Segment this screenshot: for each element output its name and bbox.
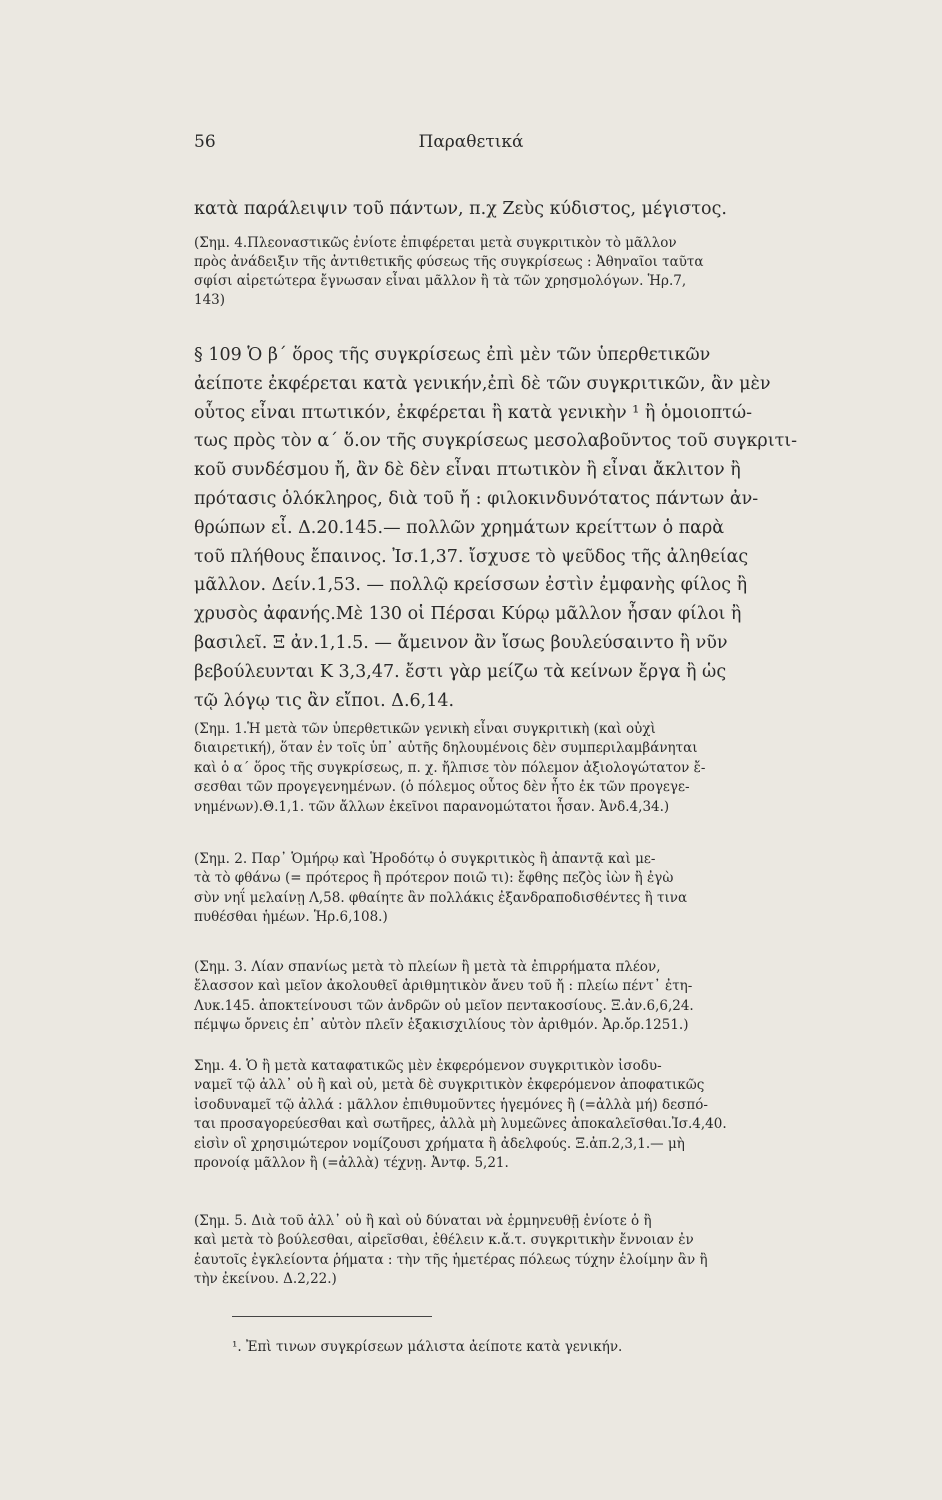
text-line: ἑαυτοῖς ἐγκλείοντα ῥήματα : τὴν τῆς ἡμετέρας πόλεως τύχην ἑλοίμην ἂν ἢ (194, 1251, 708, 1268)
text-line: (Σημ. 2. Παρ᾽ Ὁμήρῳ καὶ Ἡροδότῳ ὁ συγκριτικὸς ἢ ἀπαντᾷ καὶ με- (194, 851, 656, 867)
text-line: (Σημ. 4.Πλεοναστικῶς ἐνίοτε ἐπιφέρεται μετὰ συγκριτικὸν τὸ μᾶλλον (194, 235, 677, 251)
text-line: § 109 Ὁ β΄ ὅρος τῆς συγκρίσεως ἐπὶ μὲν τῶν ὑπερθετικῶν (194, 345, 711, 365)
text-line: πρότασις ὁλόκληρος, διὰ τοῦ ἤ : φιλοκινδυνότατος πάντων ἀν- (194, 488, 759, 509)
text-line: χρυσὸς ἀφανής.Μὲ 130 οἱ Πέρσαι Κύρῳ μᾶλλον ἦσαν φίλοι ἢ (194, 604, 742, 625)
text-line: βασιλεῖ. Ξ ἀν.1,1.5. — ἄμεινον ἂν ἴσως βουλεύσαιντο ἢ νῦν (194, 632, 728, 653)
text-line: σὺν νηΐ μελαίνῃ Λ,58. φθαίητε ἂν πολλάκις ἐξανδραποδισθέντες ἢ τινα (194, 889, 688, 906)
note-5 (194, 1212, 934, 1290)
text-line: κατὰ παράλειψιν τοῦ πάντων, π.χ Ζεὺς κύδιστος, μέγιστος. (194, 199, 727, 219)
text-line: (Σημ. 5. Διὰ τοῦ ἀλλ᾽ οὐ ἢ καὶ οὐ δύναται νὰ ἑρμηνευθῇ ἐνίοτε ὁ ἢ (194, 1213, 652, 1229)
text-line: καὶ ὁ α΄ ὅρος τῆς συγκρίσεως, π. χ. ἤλπισε τὸν πόλεμον ἀξιολογώτατον ἔ- (194, 759, 706, 776)
text-line: καὶ μετὰ τὸ βούλεσθαι, αἱρεῖσθαι, ἐθέλειν κ.ἄ.τ. συγκριτικὴν ἔννοιαν ἐν (194, 1232, 694, 1249)
page-title: Παραθετικά (418, 132, 524, 152)
text-line: θρώπων εἶ. Δ.20.145.— πολλῶν χρημάτων κρείττων ὁ παρὰ (194, 517, 725, 538)
text-line: σεσθαι τῶν προγεγενημένων. (ὁ πόλεμος οὗτος δὲν ἦτο ἐκ τῶν προγεγε- (194, 779, 690, 796)
footnote-rule (232, 1316, 432, 1317)
text-line: διαιρετική), ὅταν ἐν τοῖς ὑπ᾽ αὐτῆς δηλουμένοις δὲν συμπεριλαμβάνηται (194, 740, 698, 757)
text-line: νημένων).Θ.1,1. τῶν ἄλλων ἐκεῖνοι παρανομώτατοι ἦσαν. Ἀνδ.4,34.) (194, 798, 670, 815)
intro-line (194, 191, 934, 227)
text-line: βεβούλευνται Κ 3,3,47. ἔστι γὰρ μείζω τὰ κείνων ἔργα ἢ ὡς (194, 661, 727, 682)
text-line: (Σημ. 3. Λίαν σπανίως μετὰ τὸ πλείων ἢ μετὰ τὰ ἐπιρρήματα πλέον, (194, 959, 661, 975)
text-line: ἀείποτε ἐκφέρεται κατὰ γενικήν,ἐπὶ δὲ τῶν συγκριτικῶν, ἂν μὲν (194, 373, 771, 394)
text-line: Λυκ.145. ἀποκτείνουσι τῶν ἀνδρῶν οὐ μεῖον πεντακοσίους. Ξ.ἀν.6,6,24. (194, 997, 694, 1014)
text-line: μᾶλλον. Δείν.1,53. — πολλῷ κρείσσων ἐστὶν ἐμφανὴς φίλος ἢ (194, 575, 748, 596)
text-line: ἔλασσον καὶ μεῖον ἀκολουθεῖ ἀριθμητικὸν ἄνευ τοῦ ἤ : πλείω πέντ᾽ ἐτη- (194, 978, 693, 995)
footnote: ¹. Ἐπὶ τινων συγκρίσεων μάλιστα ἀείποτε κατὰ γενικήν. (232, 1339, 623, 1355)
note-4-top (194, 234, 934, 310)
text-line: πρὸς ἀνάδειξιν τῆς ἀντιθετικῆς φύσεως τῆς συγκρίσεως : Ἀθηναῖοι ταῦτα (194, 254, 704, 270)
text-line: τῷ λόγῳ τις ἂν εἴποι. Δ.6,14. (194, 690, 455, 711)
text-line: ναμεῖ τῷ ἀλλ᾽ οὐ ἢ καὶ οὐ, μετὰ δὲ συγκριτικὸν ἐκφερόμενον ἀποφατικῶς (194, 1077, 705, 1094)
text-line: τοῦ πλήθους ἔπαινος. Ἰσ.1,37. ἴσχυσε τὸ ψεῦδος τῆς ἀληθείας (194, 546, 749, 567)
text-line: σφίσι αἱρετώτερα ἔγνωσαν εἶναι μᾶλλον ἢ τὰ τῶν χρησμολόγων. Ἡρ.7, (194, 273, 687, 289)
text-line: ἰσοδυναμεῖ τῷ ἀλλά : μᾶλλον ἐπιθυμοῦντες ἡγεμόνες ἢ (=ἀλλὰ μή) δεσπό- (194, 1096, 708, 1113)
text-line: (Σημ. 1.Ἡ μετὰ τῶν ὑπερθετικῶν γενικὴ εἶναι συγκριτικὴ (καὶ οὐχὶ (194, 721, 656, 737)
text-line: εἰσὶν οἳ χρησιμώτερον νομίζουσι χρήματα ἢ ἀδελφούς. Ξ.ἀπ.2,3,1.— μὴ (194, 1135, 685, 1152)
text-line: κοῦ συνδέσμου ἤ, ἂν δὲ δὲν εἶναι πτωτικὸν ἢ εἶναι ἄκλιτον ἢ (194, 460, 741, 481)
text-line: 143) (194, 292, 226, 308)
note-1 (194, 720, 934, 817)
note-2 (194, 850, 934, 928)
text-line: πέμψω ὄρνεις ἐπ᾽ αὐτὸν πλεῖν ἑξακισχιλίους τὸν ἀριθμόν. Ἀρ.ὄρ.1251.) (194, 1017, 689, 1034)
text-line: πυθέσθαι ἡμέων. Ἡρ.6,108.) (194, 909, 388, 926)
note-4 (194, 1057, 934, 1173)
text-line: τὴν ἐκείνου. Δ.2,22.) (194, 1271, 337, 1288)
text-line: τὰ τὸ φθάνω (= πρότερος ἢ πρότερον ποιῶ τι): ἔφθης πεζὸς ἰὼν ἢ ἐγὼ (194, 870, 674, 887)
text-line: ται προσαγορεύεσθαι καὶ σωτῆρες, ἀλλὰ μὴ λυμεῶνες ἀποκαλεῖσθαι.Ἰσ.4,40. (194, 1116, 727, 1133)
note-3 (194, 958, 934, 1036)
text-line: οὗτος εἶναι πτωτικόν, ἐκφέρεται ἢ κατὰ γενικὴν ¹ ἢ ὁμοιοπτώ- (194, 402, 753, 423)
text-line: προνοίᾳ μᾶλλον ἢ (=ἀλλὰ) τέχνῃ. Ἀντφ. 5,21. (194, 1155, 509, 1172)
section-109 (194, 341, 934, 715)
text-line: Σημ. 4. Ὁ ἢ μετὰ καταφατικῶς μὲν ἐκφερόμενον συγκριτικὸν ἰσοδυ- (194, 1058, 662, 1074)
text-line: τως πρὸς τὸν α΄ ὅ.ον τῆς συγκρίσεως μεσολαβοῦντος τοῦ συγκριτι- (194, 431, 798, 452)
page-number: 56 (194, 132, 216, 152)
